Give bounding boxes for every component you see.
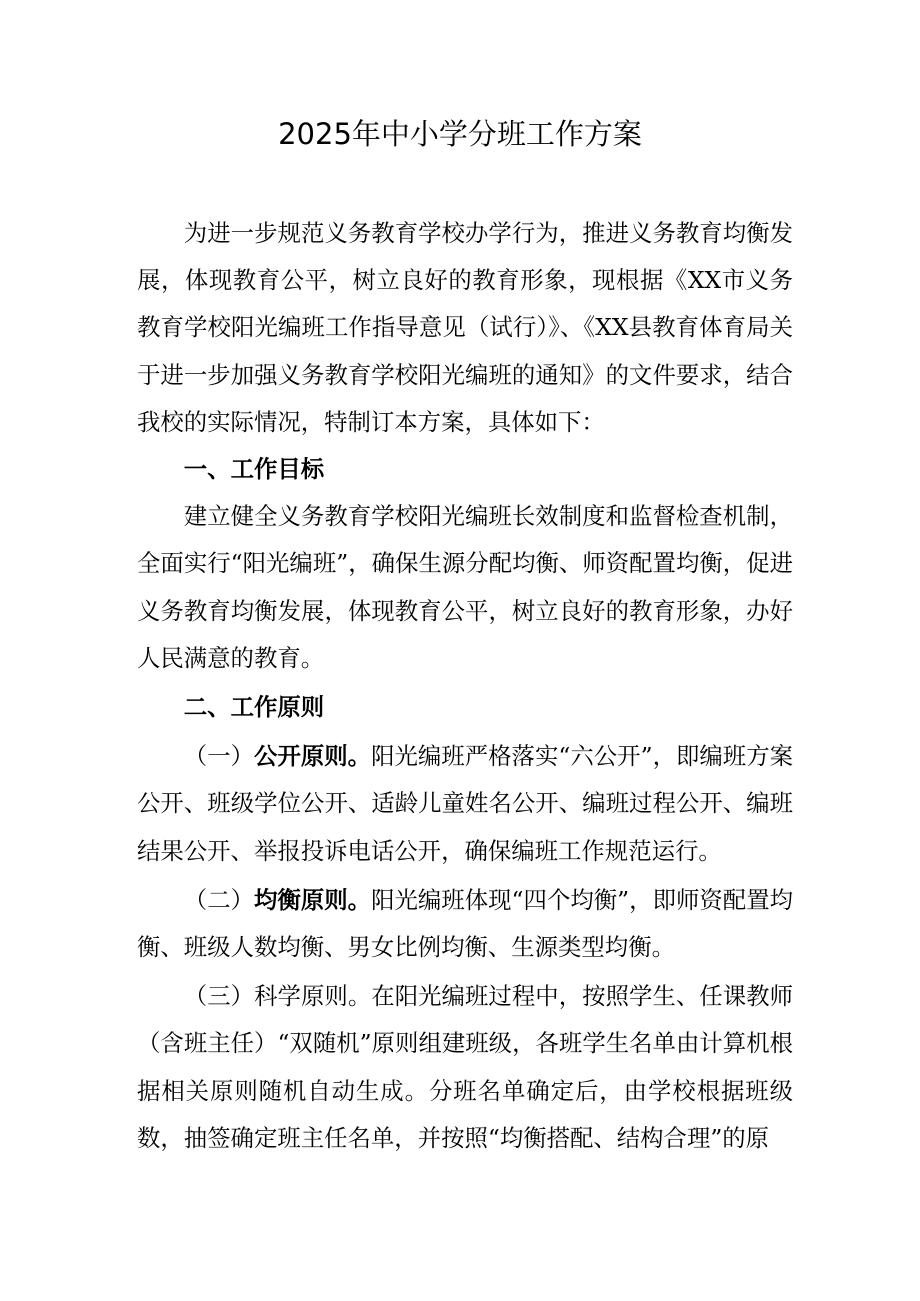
principle-balance-prefix: （二）: [183, 885, 255, 914]
principle-balance-key: 均衡原则。: [254, 885, 372, 914]
principle-balance-text: 阳光编班体现“四个均衡”，即师资配置均衡、班级人数均衡、男女比例均衡、生源类型均衡。: [137, 885, 794, 962]
principle-balance-paragraph: [137, 877, 793, 971]
goals-paragraph: 建立健全义务教育学校阳光编班长效制度和监督检查机制，全面实行“阳光编班”，确保生源分配均衡、师资配置均衡，促进义务教育均衡发展，体现教育公平，树立良好的教育形象，办好人民满意的教育。: [137, 502, 793, 672]
section-heading-goals: 一、工作目标: [183, 455, 325, 484]
principle-openness-key: 公开原则。: [254, 742, 372, 771]
intro-paragraph: 为进一步规范义务教育学校办学行为，推进义务教育均衡发展，体现教育公平，树立良好的教育形象，现根据《XX市义务教育学校阳光编班工作指导意见（试行）》、《XX县教育体育局关于进一步加强义务教育学校阳光编班的通知》的文件要求，结合我校的实际情况，特制订本方案，具体如下：: [137, 219, 793, 436]
principle-openness-prefix: （一）: [183, 742, 255, 771]
principle-openness-text: 阳光编班严格落实“六公开”，即编班方案公开、班级学位公开、适龄儿童姓名公开、编班过程公开、编班结果公开、举报投诉电话公开，确保编班工作规范运行。: [137, 742, 794, 865]
principle-science-paragraph: （三）科学原则。在阳光编班过程中，按照学生、任课教师（含班主任）“双随机”原则组建班级，各班学生名单由计算机根据相关原则随机自动生成。分班名单确定后，由学校根据班级数，抽签确定班主任名单，并按照“均衡搭配、结构合理”的原: [137, 982, 793, 1152]
document-body: [137, 210, 793, 1162]
principle-openness-paragraph: [137, 733, 793, 875]
section-heading-principles: 二、工作原则: [183, 693, 325, 722]
document-title: 2025年中小学分班工作方案: [278, 117, 642, 151]
